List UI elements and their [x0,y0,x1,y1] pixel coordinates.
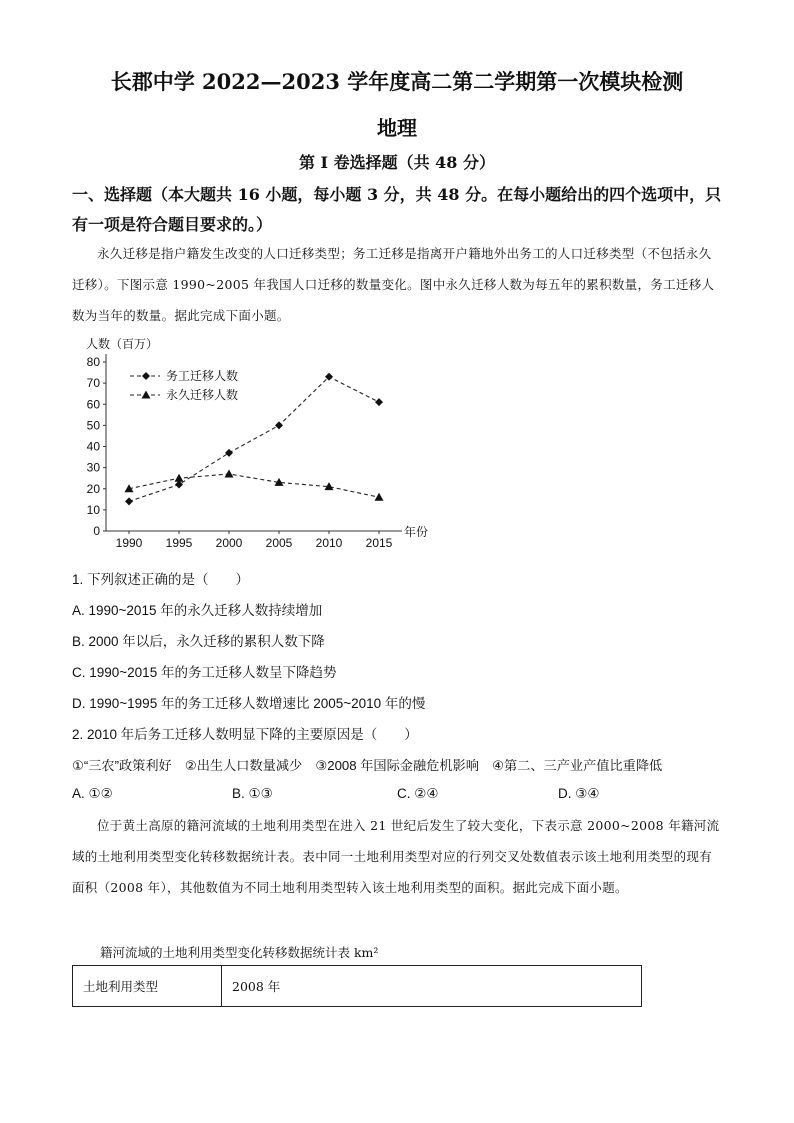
exam-title: 长郡中学 2022—2023 学年度高二第二学期第一次模块检测 [110,69,684,94]
x-tick-label: 2000 [215,536,243,549]
table-caption: 籍河流域的土地利用类型变化转移数据统计表 km² [100,945,379,960]
section-heading: 第 I 卷选择题（共 48 分） [298,153,496,172]
q1-stem: 1. 下列叙述正确的是（ ） [72,572,250,587]
y-tick-label: 10 [86,502,100,517]
legend-marker [142,372,150,380]
x-tick-label: 2015 [365,536,393,549]
y-tick-label: 80 [86,355,100,369]
q1-option-c[interactable]: C. 1990~2015 年的务工迁移人数呈下降趋势 [72,665,337,680]
point-work-migration [175,481,183,489]
point-work-migration [225,449,233,457]
point-work-migration [125,497,133,505]
q1-option-b[interactable]: B. 2000 年以后，永久迁移的累积人数下降 [72,634,325,649]
q2-options-row [72,786,732,806]
q2-stem: 2. 2010 年后务工迁移人数明显下降的主要原因是（ ） [72,727,418,742]
x-tick-label: 2010 [315,536,343,549]
table-header-row [73,966,642,1007]
q1-option-d[interactable]: D. 1990~1995 年的务工迁移人数增速比 2005~2010 年的慢 [72,696,426,711]
y-tick-label: 60 [86,397,100,412]
q2-option-b[interactable]: B. ①③ [232,786,273,801]
passage-land-use: 位于黄土高原的籍河流域的土地利用类型在进入 21 世纪后发生了较大变化，下表示意 2000~2008 年籍河流域的土地利用类型变化转移数据统计表。表中同一土地利用类型对应的行列交叉处数值表示该土地利用类型的现有面积（2008 年），其他数值为不同土地利用类型转入该土地利用类型的面积。据此完成下面小题。 [72,818,720,895]
series-line-permanent-migration [129,474,379,497]
q2-option-d[interactable]: D. ③④ [558,786,600,801]
q2-option-a[interactable]: A. ①② [72,786,113,801]
point-permanent-migration [225,469,234,477]
legend-marker [142,391,151,399]
y-tick-label: 20 [86,481,100,496]
section-instructions: 一、选择题（本大题共 16 小题，每小题 3 分，共 48 分。在每小题给出的四个选项中，只有一项是符合题目要求的。） [72,185,722,234]
migration-line-chart [72,334,432,549]
table-header-cell: 2008 年 [222,966,642,1007]
q2-option-c[interactable]: C. ②④ [397,786,439,801]
point-permanent-migration [375,493,384,501]
land-use-table [72,965,642,1007]
subject-title: 地理 [377,116,417,140]
y-tick-label: 70 [86,376,100,391]
y-tick-label: 40 [86,439,100,454]
y-tick-label: 30 [86,460,100,475]
legend-label: 务工迁移人数 [166,369,239,383]
y-tick-label: 50 [86,418,100,433]
q2-items: ①“三农”政策利好 ②出生人口数量减少 ③2008 年国际金融危机影响 ④第二、三产业产值比重降低 [72,758,663,773]
y-tick-label: 0 [93,524,100,538]
x-tick-label: 1990 [115,536,143,549]
point-permanent-migration [175,474,184,482]
point-work-migration [375,398,383,406]
x-tick-label: 1995 [165,536,193,549]
table-header-cell: 土地利用类型 [73,966,222,1007]
passage-migration: 永久迁移是指户籍发生改变的人口迁移类型；务工迁移是指离开户籍地外出务工的人口迁移类型（不包括永久迁移）。下图示意 1990~2005 年我国人口迁移的数量变化。图中永久迁移人数为每五年的累积数量，务工迁移人数为当年的数量。据此完成下面小题。 [72,246,715,323]
point-work-migration [275,421,283,429]
q1-option-a[interactable]: A. 1990~2015 年的永久迁移人数持续增加 [72,603,323,618]
legend-label: 永久迁移人数 [166,388,239,402]
y-axis-label: 人数（百万） [86,337,159,351]
x-axis-label: 年份 [404,525,429,539]
x-tick-label: 2005 [265,536,293,549]
